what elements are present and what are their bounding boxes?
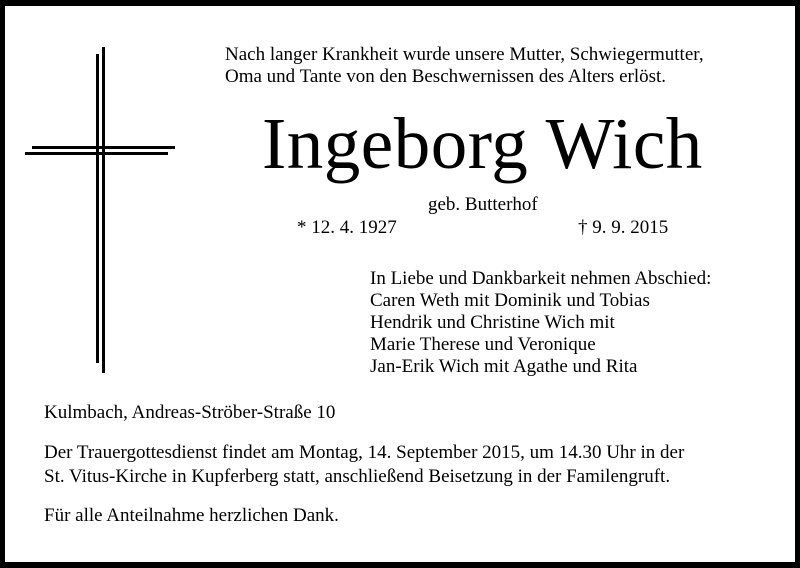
death-date: † 9. 9. 2015 <box>578 217 669 238</box>
birth-date: * 12. 4. 1927 <box>297 217 397 238</box>
mourner-line: Caren Weth mit Dominik und Tobias <box>370 290 650 311</box>
maiden-name: geb. Butterhof <box>428 194 538 215</box>
service-line: St. Vitus-Kirche in Kupferberg statt, anschließend Beisetzung in der Familengruft. <box>44 466 671 487</box>
mourner-line: Marie Therese und Veronique <box>370 334 596 355</box>
mourners-heading: In Liebe und Dankbarkeit nehmen Abschied: <box>370 268 712 289</box>
mourner-line: Hendrik und Christine Wich mit <box>370 312 615 333</box>
service-line: Der Trauergottesdienst findet am Montag, 14. September 2015, um 14.30 Uhr in der <box>44 442 685 463</box>
deceased-name: Ingeborg Wich <box>262 103 703 184</box>
mourner-line: Jan-Erik Wich mit Agathe und Rita <box>370 356 638 377</box>
thanks: Für alle Anteilnahme herzlichen Dank. <box>44 505 339 526</box>
intro-line: Oma und Tante von den Beschwernissen des Alters erlöst. <box>225 66 667 87</box>
intro-line: Nach langer Krankheit wurde unsere Mutter, Schwiegermutter, <box>225 44 704 65</box>
address: Kulmbach, Andreas-Ströber-Straße 10 <box>44 402 336 423</box>
